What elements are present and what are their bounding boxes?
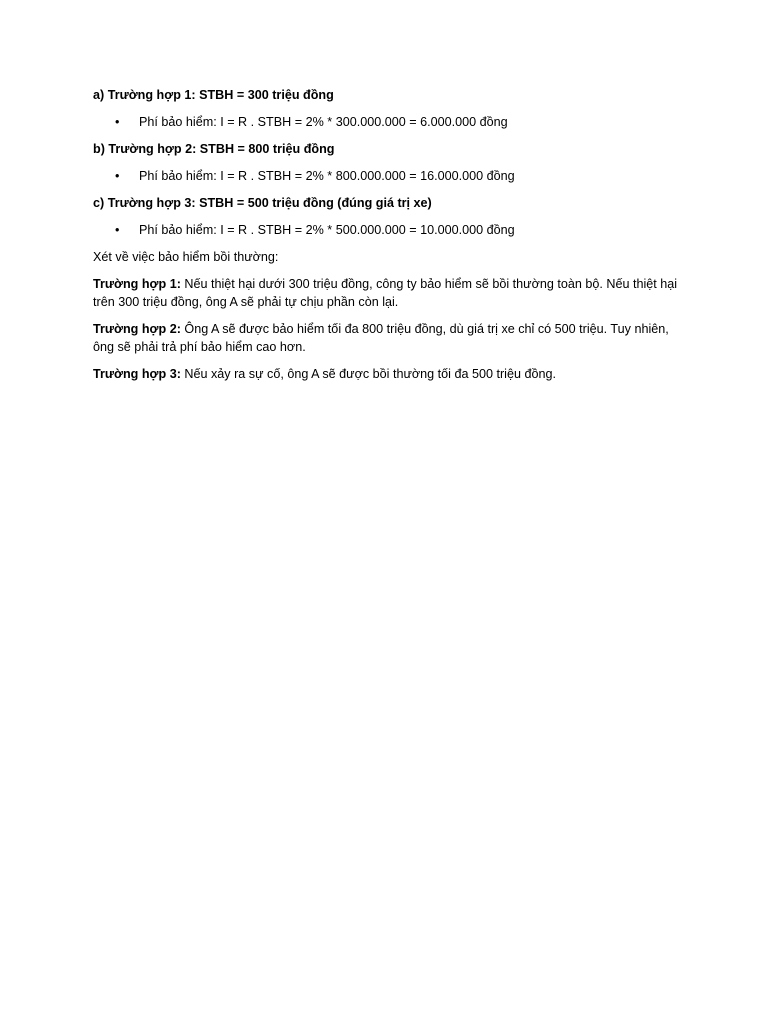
- list-item: [93, 221, 683, 239]
- list-item: [93, 167, 683, 185]
- case-paragraph-2: [93, 320, 683, 356]
- case-paragraph-1: [93, 275, 683, 311]
- compensation-intro: Xét về việc bảo hiểm bồi thường:: [93, 250, 279, 264]
- section-list-2: [93, 167, 683, 185]
- premium-formula-2: Phí bảo hiểm: I = R . STBH = 2% * 800.000.000 = 16.000.000 đồng: [139, 169, 515, 183]
- bullet-icon: •: [115, 115, 120, 129]
- list-item: [93, 113, 683, 131]
- case-label-1: Trường hợp 1:: [93, 277, 181, 291]
- case-label-3: Trường hợp 3:: [93, 367, 181, 381]
- section-heading-3: c) Trường hợp 3: STBH = 500 triệu đồng (đúng giá trị xe): [93, 196, 432, 210]
- case-paragraph-3: [93, 365, 683, 383]
- section-list-3: [93, 221, 683, 239]
- bullet-icon: •: [115, 169, 120, 183]
- case-text-1: Nếu thiệt hại dưới 300 triệu đồng, công ty bảo hiểm sẽ bồi thường toàn bộ. Nếu thiệt hại trên 300 triệu đồng, ông A sẽ phải tự chịu phần còn lại.: [93, 277, 678, 309]
- case-label-2: Trường hợp 2:: [93, 322, 181, 336]
- document-body: [93, 86, 683, 392]
- premium-formula-1: Phí bảo hiểm: I = R . STBH = 2% * 300.000.000 = 6.000.000 đồng: [139, 115, 508, 129]
- section-heading-1: a) Trường hợp 1: STBH = 300 triệu đồng: [93, 88, 334, 102]
- bullet-icon: •: [115, 223, 120, 237]
- section-heading-2: b) Trường hợp 2: STBH = 800 triệu đồng: [93, 142, 335, 156]
- case-text-3: Nếu xảy ra sự cố, ông A sẽ được bồi thường tối đa 500 triệu đồng.: [180, 367, 556, 381]
- premium-formula-3: Phí bảo hiểm: I = R . STBH = 2% * 500.000.000 = 10.000.000 đồng: [139, 223, 515, 237]
- case-text-2: Ông A sẽ được bảo hiểm tối đa 800 triệu đồng, dù giá trị xe chỉ có 500 triệu. Tuy nhiên, ông sẽ phải trả phí bảo hiểm cao hơn.: [93, 322, 669, 354]
- section-list-1: [93, 113, 683, 131]
